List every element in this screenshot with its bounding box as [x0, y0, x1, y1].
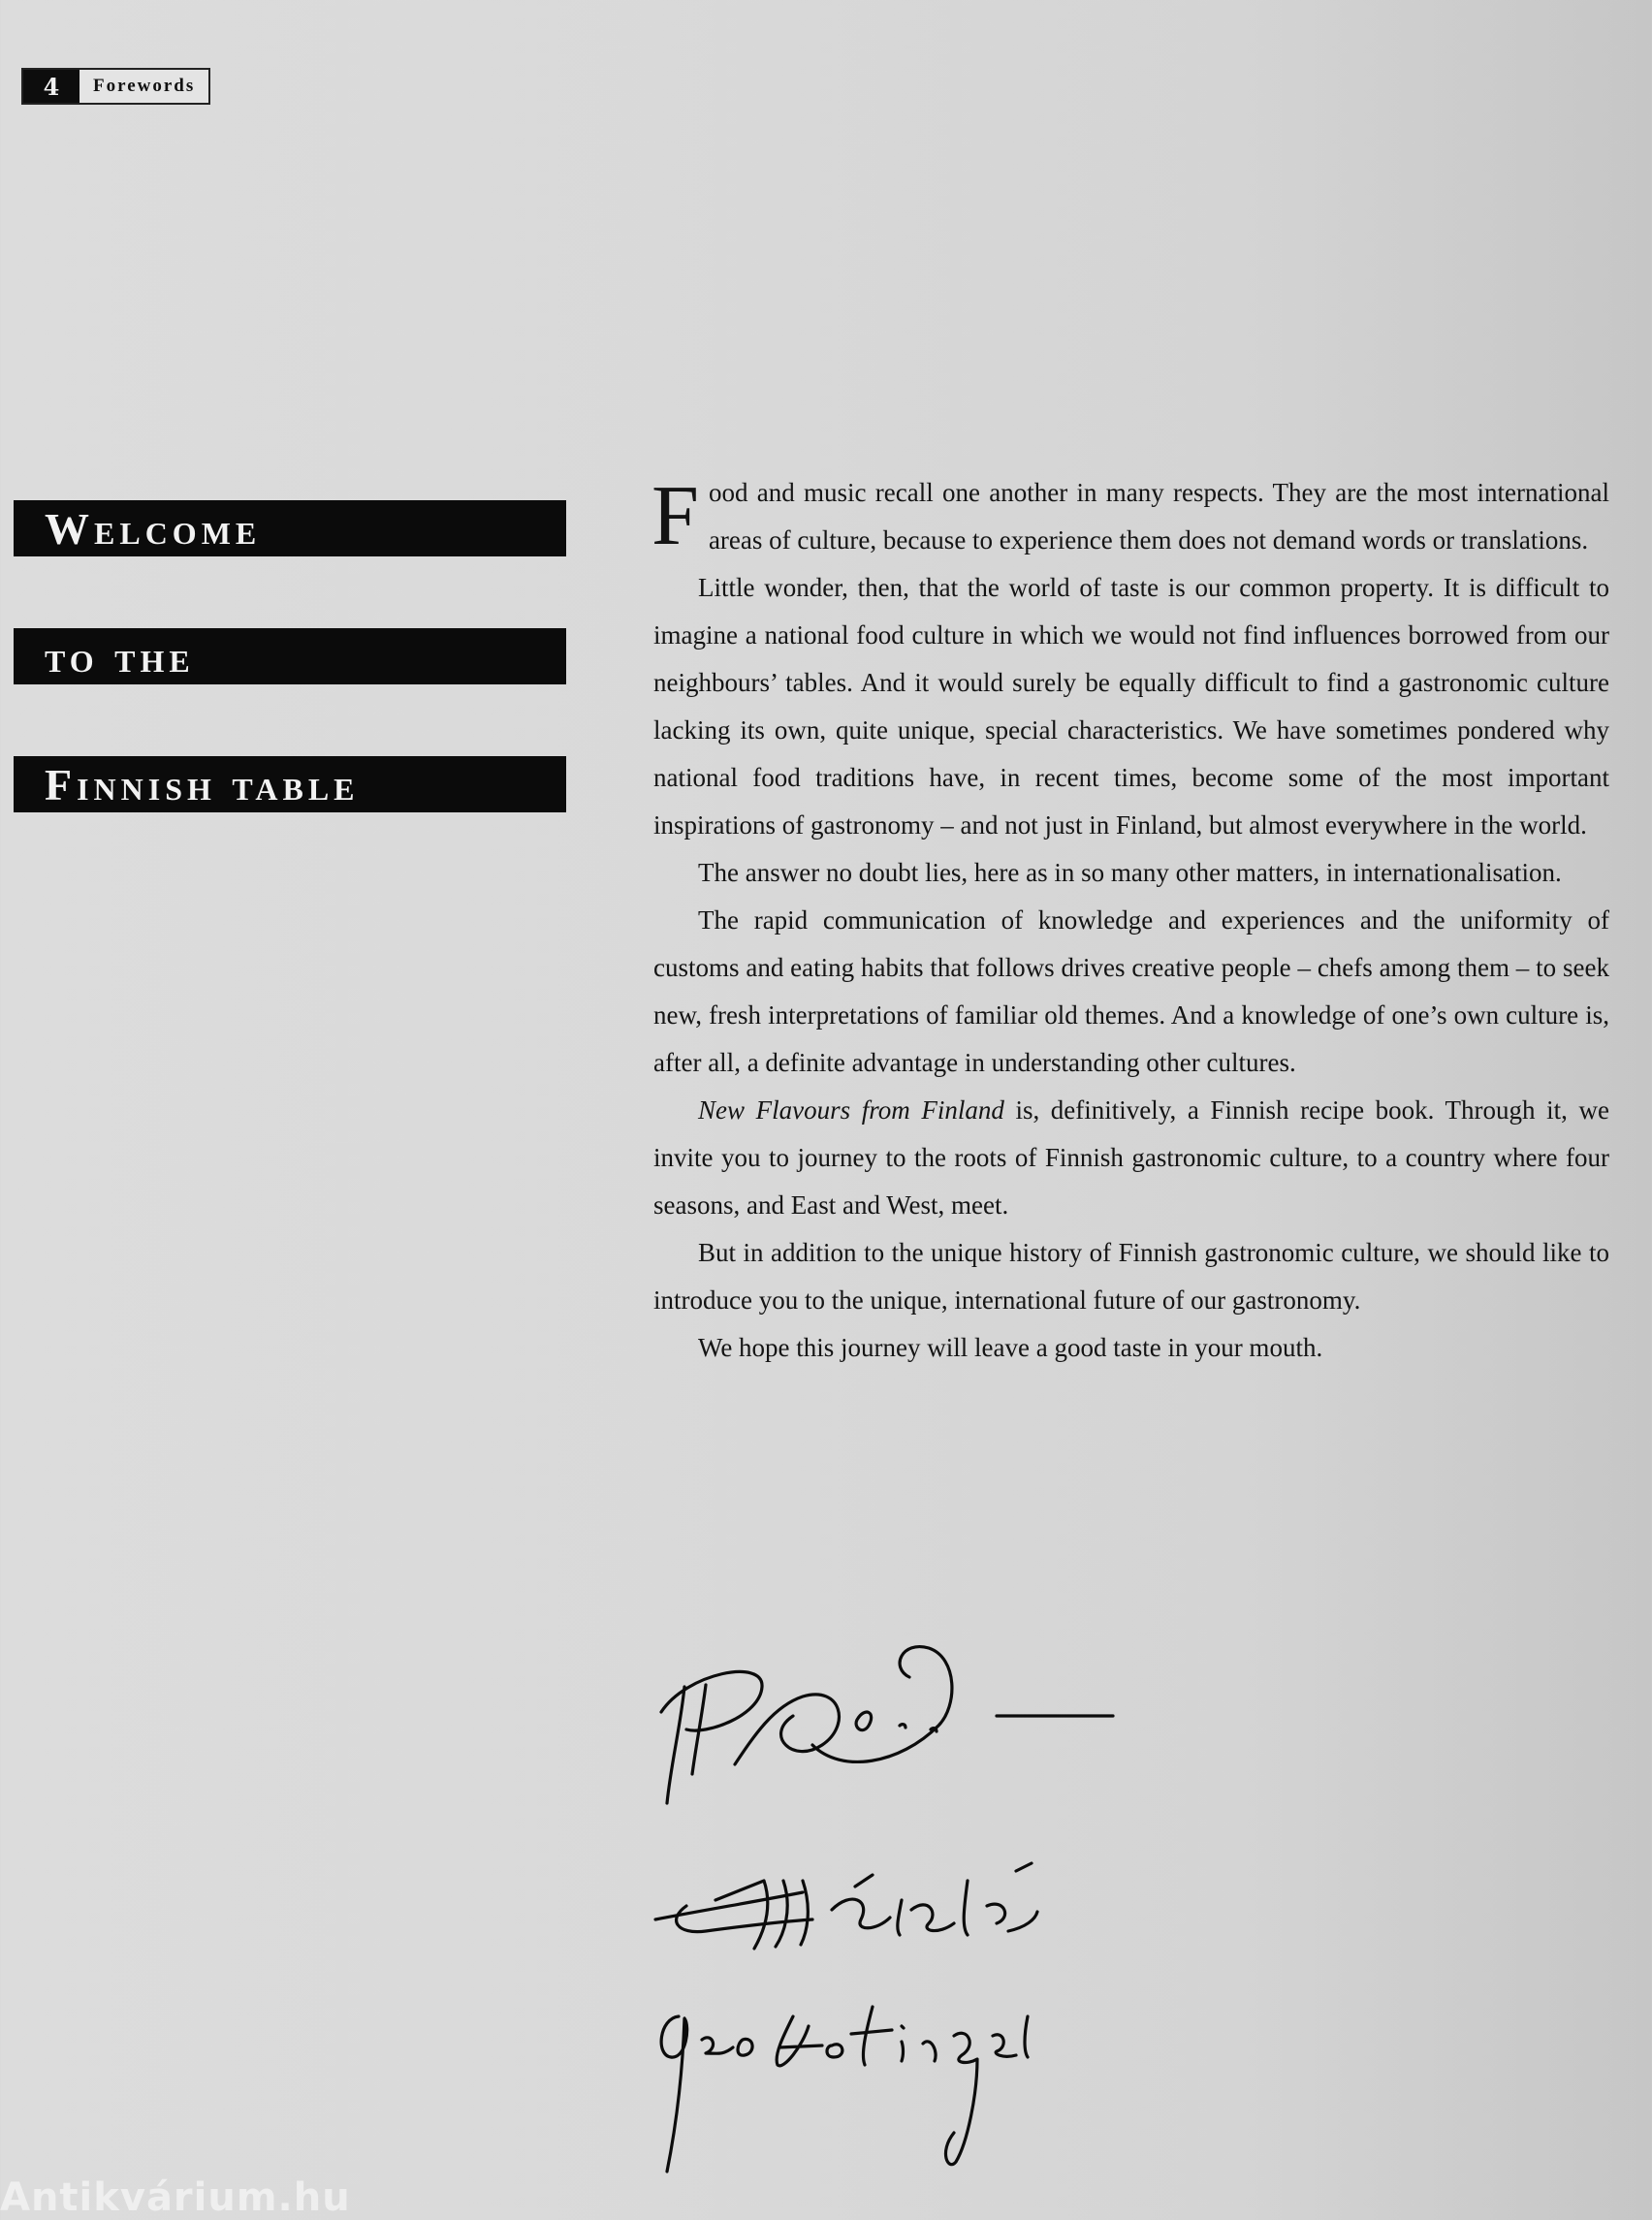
page-header — [21, 68, 210, 105]
paragraph-2: Little wonder, then, that the world of taste is our common property. It is difficult to imagine a national food culture in which we would not find influences borrowed from our neighbours’ tables. And it would surely be equally difficult to find a gastronomic culture lacking its own, quite unique, special characteristics. We have sometimes pondered why national food traditions have, in recent times, become some of the most important inspirations of gastronomy – and not just in Finland, but almost everywhere in the world. — [653, 573, 1609, 840]
signature-1 — [648, 1629, 1152, 1823]
watermark: Antikvárium.hu — [0, 2175, 351, 2220]
signature-2 — [648, 1842, 1191, 1958]
title-line-2: to the — [14, 628, 566, 684]
signature-3 — [648, 1997, 1074, 2191]
foreword-body — [653, 469, 1609, 1372]
title-line-3: Finnish table — [14, 756, 566, 812]
paragraph-5 — [653, 1087, 1609, 1229]
paragraph-6: But in addition to the unique history of Finnish gastronomic culture, we should like to introduce you to the unique, international future of our gastronomy. — [653, 1238, 1609, 1315]
paragraph-7: We hope this journey will leave a good taste in your mouth. — [698, 1333, 1323, 1362]
paragraph-1 — [653, 469, 1609, 564]
page-number: 4 — [23, 70, 79, 103]
drop-cap: F — [651, 469, 699, 563]
section-label: Forewords — [93, 76, 196, 96]
paragraph-5-text: is, definitively, a Finnish recipe book. Through it, we invite you to journey to the roots of Finnish gastronomic culture, to a country where four seasons, and East and West, meet. — [653, 1095, 1609, 1220]
paragraph-4: The rapid communication of knowledge and experiences and the uniformity of customs and eating habits that follows drives creative people – chefs among them – to seek new, fresh interpretations of familiar old themes. And a knowledge of one’s own culture is, after all, a definite advantage in understanding other cultures. — [653, 905, 1609, 1077]
paragraph-1-text: ood and music recall one another in many respects. They are the most international areas of culture, because to experience them does not demand words or translations. — [708, 478, 1609, 555]
paragraph-3: The answer no doubt lies, here as in so many other matters, in internationalisation. — [698, 858, 1562, 887]
title-line-1: Welcome — [14, 500, 566, 556]
book-title: New Flavours from Finland — [698, 1095, 1004, 1125]
